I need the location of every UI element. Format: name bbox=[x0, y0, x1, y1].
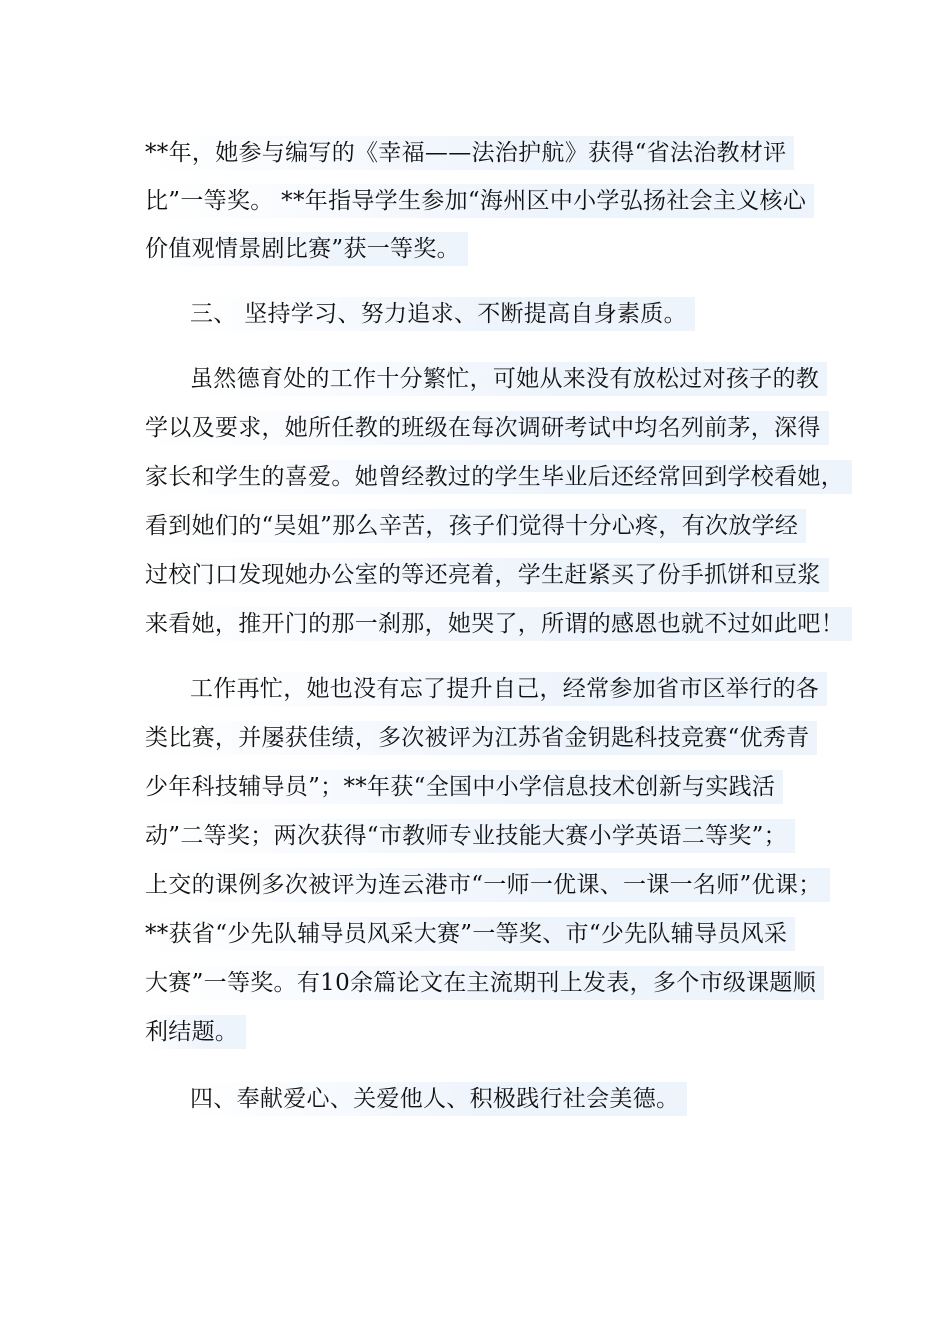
section-heading-4-text: 四、奉献爱心、关爱他人、积极践行社会美德。 bbox=[190, 1082, 687, 1116]
text-line-17 bbox=[145, 966, 824, 1000]
text-line-12-text: 类比赛，并屡获佳绩，多次被评为江苏省金钥匙科技竞赛“优秀青 bbox=[145, 721, 817, 755]
text-line-9-text: 过校门口发现她办公室的等还亮着，学生赶紧买了份手抓饼和豆浆 bbox=[145, 558, 829, 592]
text-line-12 bbox=[145, 721, 817, 755]
text-line-18 bbox=[145, 1015, 246, 1049]
text-line-18-text: 利结题。 bbox=[145, 1015, 246, 1049]
text-line-3-text: 价值观情景剧比赛”获一等奖。 bbox=[145, 232, 468, 266]
text-line-15-text: 上交的课例多次被评为连云港市“一师一优课、一课一名师”优课； bbox=[145, 868, 830, 902]
text-line-13 bbox=[145, 770, 783, 804]
text-line-8-text: 看到她们的“吴姐”那么辛苦，孩子们觉得十分心疼，有次放学经 bbox=[145, 509, 806, 543]
text-line-8 bbox=[145, 509, 806, 543]
text-line-1 bbox=[145, 136, 794, 170]
text-line-17-text: 大赛”一等奖。有10余篇论文在主流期刊上发表，多个市级课题顺 bbox=[145, 966, 824, 1000]
section-heading-3-text: 三、 坚持学习、努力追求、不断提高自身素质。 bbox=[190, 297, 695, 331]
text-line-13-text: 少年科技辅导员”；**年获“全国中小学信息技术创新与实践活 bbox=[145, 770, 783, 804]
text-line-3 bbox=[145, 232, 468, 266]
text-line-14-text: 动”二等奖；两次获得“市教师专业技能大赛小学英语二等奖”； bbox=[145, 819, 795, 853]
text-line-2 bbox=[145, 184, 814, 218]
text-line-1-text: **年，她参与编写的《幸福——法治护航》获得“省法治教材评 bbox=[145, 136, 794, 170]
text-line-5-text: 虽然德育处的工作十分繁忙，可她从来没有放松过对孩子的教 bbox=[190, 362, 827, 396]
text-line-10-text: 来看她，推开门的那一刹那，她哭了，所谓的感恩也就不过如此吧！ bbox=[145, 607, 852, 641]
text-line-15 bbox=[145, 868, 830, 902]
text-line-16-text: **获省“少先队辅导员风采大赛”一等奖、市“少先队辅导员风采 bbox=[145, 917, 795, 951]
text-line-2-text: 比”一等奖。 **年指导学生参加“海州区中小学弘扬社会主义核心 bbox=[145, 184, 814, 218]
text-line-10 bbox=[145, 607, 852, 641]
text-line-6 bbox=[145, 411, 829, 445]
text-line-14 bbox=[145, 819, 795, 853]
text-line-11 bbox=[190, 672, 827, 706]
section-heading-4 bbox=[190, 1082, 687, 1116]
text-line-5 bbox=[190, 362, 827, 396]
text-line-11-text: 工作再忙，她也没有忘了提升自己，经常参加省市区举行的各 bbox=[190, 672, 827, 706]
text-line-16 bbox=[145, 917, 795, 951]
text-line-9 bbox=[145, 558, 829, 592]
section-heading-3 bbox=[190, 297, 695, 331]
text-line-7-text: 家长和学生的喜爱。她曾经教过的学生毕业后还经常回到学校看她， bbox=[145, 460, 852, 494]
text-line-6-text: 学以及要求，她所任教的班级在每次调研考试中均名列前茅，深得 bbox=[145, 411, 829, 445]
text-line-7 bbox=[145, 460, 852, 494]
